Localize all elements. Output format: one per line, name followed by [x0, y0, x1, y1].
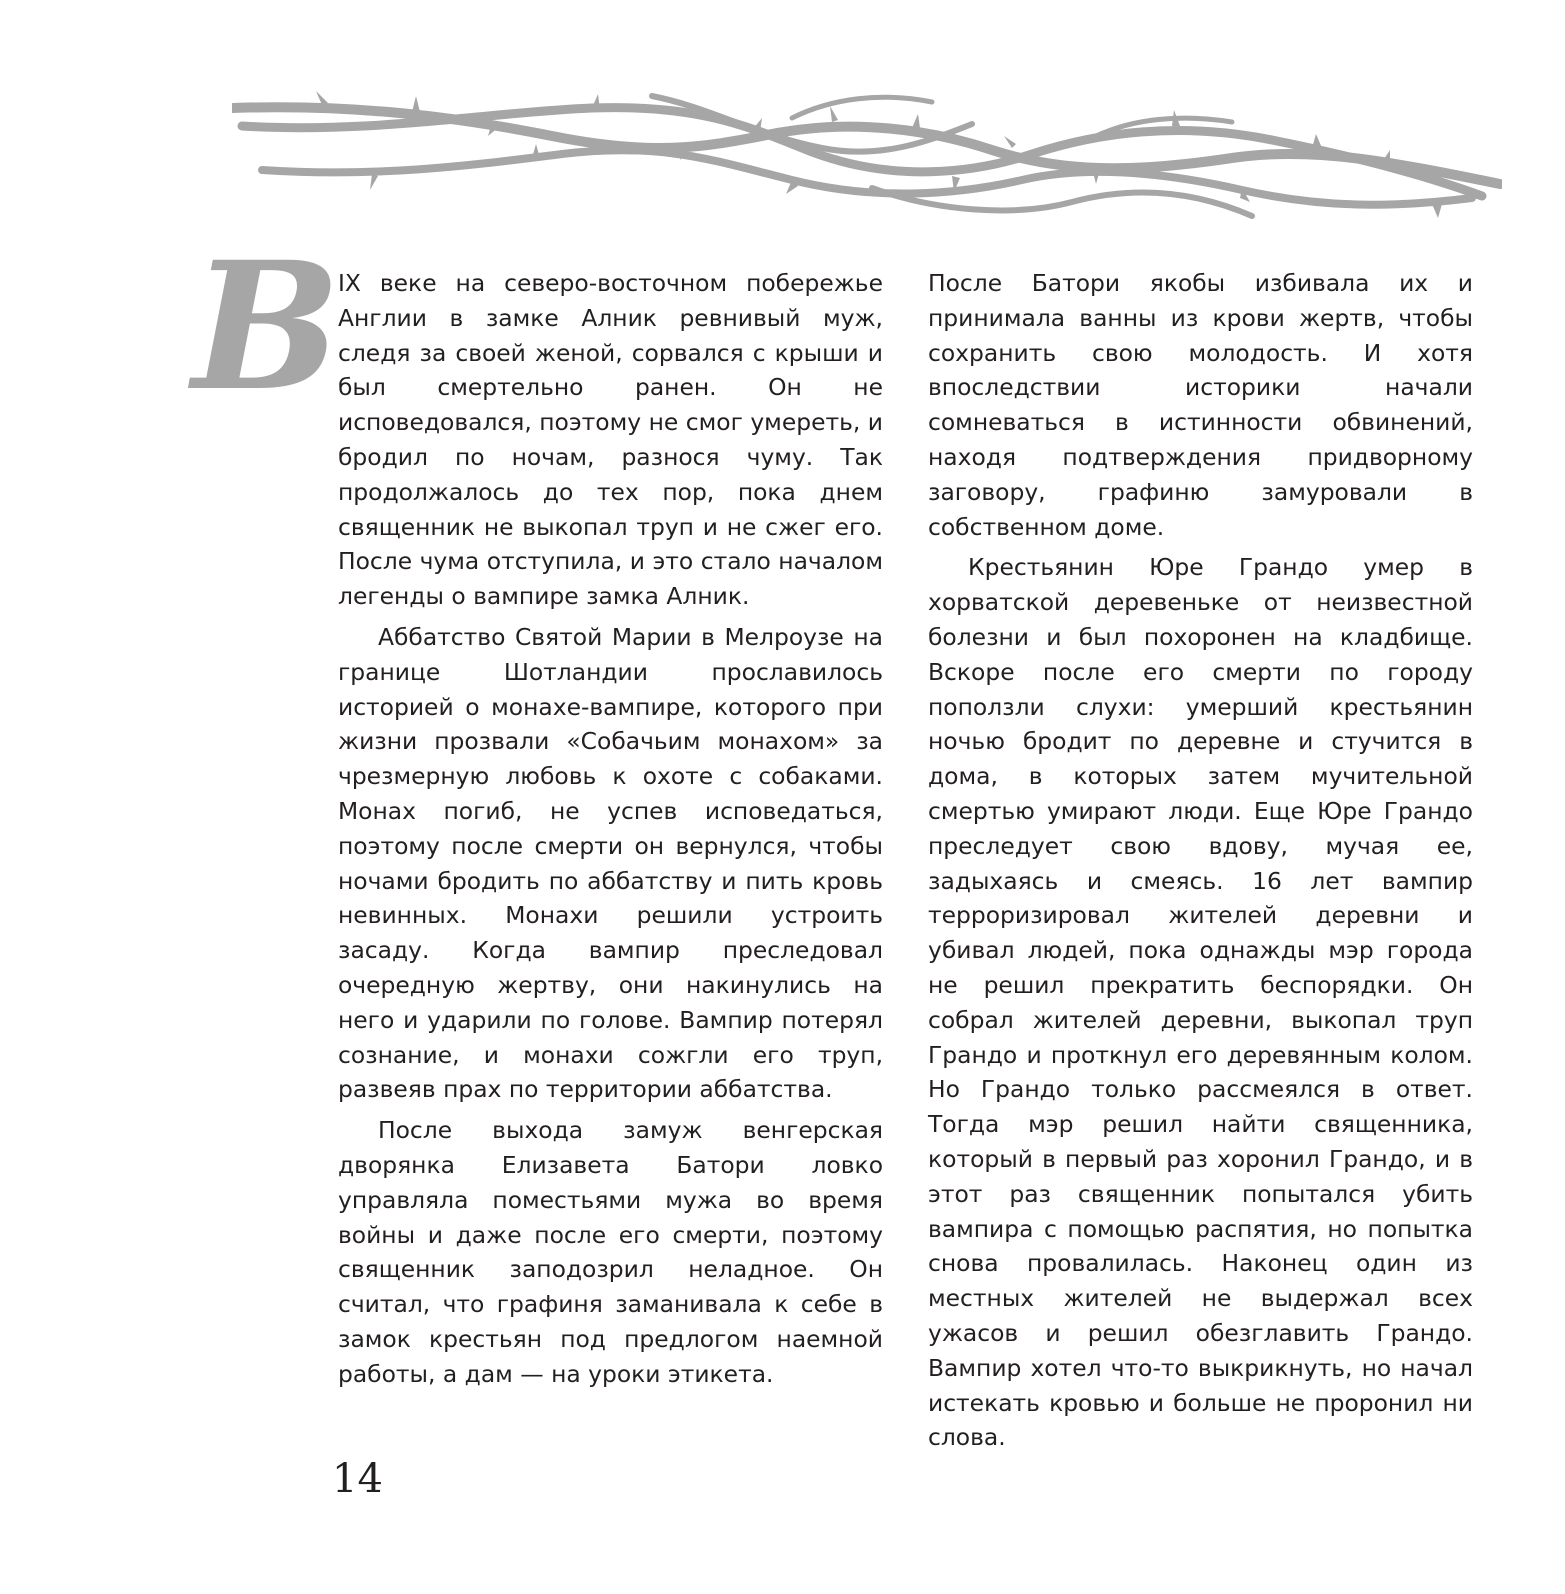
text-column-right [928, 266, 1473, 1461]
paragraph: IX веке на северо-восточном побережье Англии в замке Алник ревнивый муж, следя за своей женой, сорвался с крыши и был смертельно ранен. Он не исповедовался, поэтому не смог умереть, и бродил по ночам, разнося чуму. Так продолжалось до тех пор, пока днем священник не выкопал труп и не сжег его. После чума отступила, и это стало началом легенды о вампире замка Алник. [338, 269, 883, 611]
thorn-vine-ornament-icon [232, 78, 1502, 240]
page-number: 14 [332, 1456, 383, 1502]
paragraph: После Батори якобы избивала их и принимала ванны из крови жертв, чтобы сохранить свою молодость. И хотя впоследствии историки начали сомневаться в истинности обвинений, находя подтверждения придворному заговору, графиню замуровали в собственном доме. [928, 269, 1473, 541]
text-column-left [338, 266, 883, 1398]
paragraph: Аббатство Святой Марии в Мелроузе на границе Шотландии прославилось историей о монахе-вампире, которого при жизни прозвали «Собачьим монахом» за чрезмерную любовь к охоте с собаками. Монах погиб, не успев исповедаться, поэтому после смерти он вернулся, чтобы ночами бродить по аббатству и пить кровь невинных. Монахи решили устроить засаду. Когда вампир преследовал очередную жертву, они накинулись на него и ударили по голове. Вампир потерял сознание, и монахи сожгли его труп, развеяв прах по территории аббатства. [338, 622, 883, 1104]
paragraph: Крестьянин Юре Грандо умер в хорватской деревеньке от неизвестной болезни и был похоронен на кладбище. Вскоре после его смерти по городу поползли слухи: умерший крестьянин ночью бродит по деревне и стучится в дома, в которых затем мучительной смертью умирают люди. Еще Юре Грандо преследует свою вдову, мучая ее, задыхаясь и смеясь. 16 лет вампир терроризировал жителей деревни и убивал людей, пока однажды мэр города не решил прекратить беспорядки. Он собрал жителей деревни, выкопал труп Грандо и проткнул его деревянным колом. Но Грандо только рассмеялся в ответ. Тогда мэр решил найти священника, который в первый раз хоронил Грандо, и в этот раз священник попытался убить вампира с помощью распятия, но попытка снова провалилась. Наконец один из местных жителей не выдержал всех ужасов и решил обезглавить Грандо. Вампир хотел что-то выкрикнуть, но начал истекать кровью и больше не проронил ни слова. [928, 553, 1473, 1452]
paragraph: После выхода замуж венгерская дворянка Елизавета Батори ловко управляла поместьями мужа во время войны и даже после его смерти, поэтому священник заподозрил неладное. Он считал, что графиня заманивала к себе в замок крестьян под предлогом наемной работы, а дам — на уроки этикета. [338, 1116, 883, 1388]
drop-cap: В [192, 223, 335, 430]
